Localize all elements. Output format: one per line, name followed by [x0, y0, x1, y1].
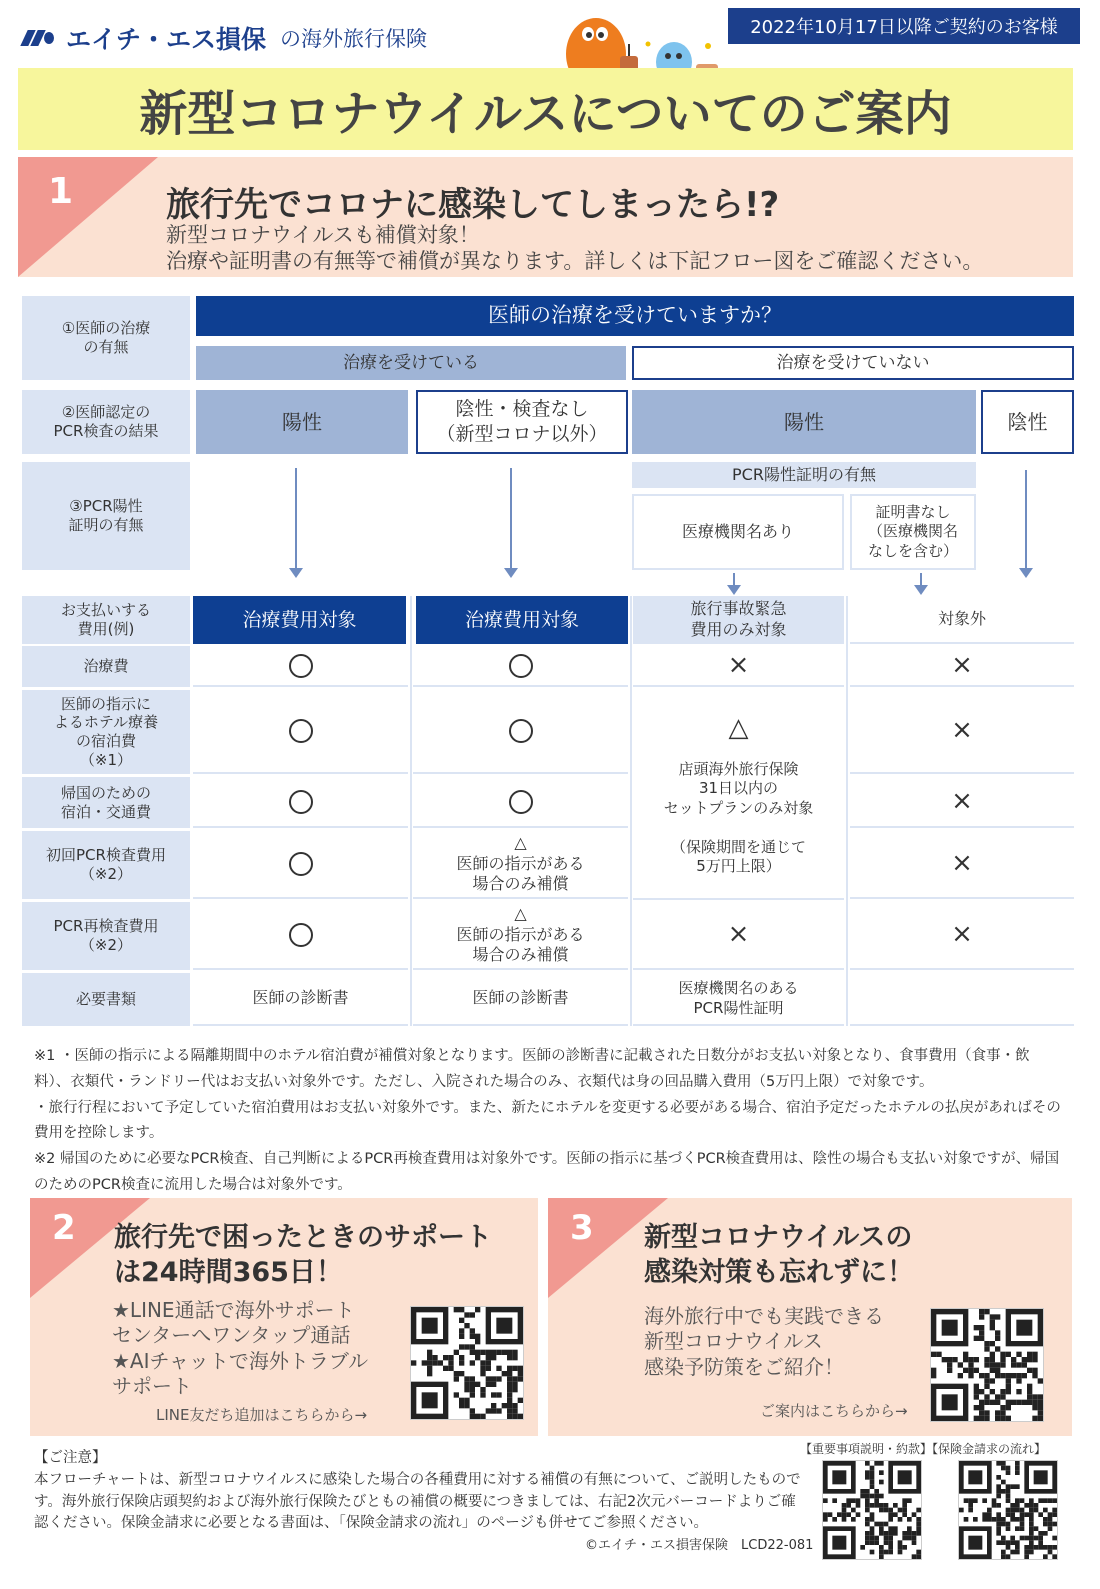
- table-cell: [193, 690, 408, 774]
- table-merged-cell: [633, 690, 844, 900]
- footnotes: [34, 1044, 1064, 1199]
- circle-mark-icon: [289, 790, 313, 814]
- qr-labels: 【重要事項説明・約款】【保険金請求の流れ】: [800, 1442, 1047, 1456]
- row-label-pcr-result: ②医師認定の PCR検査の結果: [22, 390, 190, 454]
- down-arrow-icon: [1025, 470, 1027, 568]
- section-2-heading: 旅行先で困ったときのサポート は24時間365日！: [114, 1222, 492, 1289]
- page-title: 新型コロナウイルスについてのご案内: [18, 68, 1073, 150]
- section-1-heading: 旅行先でコロナに感染してしまったら!?: [166, 185, 780, 225]
- circle-mark-icon: [289, 654, 313, 678]
- flow-negative-untreated: 陰性: [981, 390, 1074, 454]
- table-cell: ×: [633, 902, 844, 970]
- table-col-header: 旅行事故緊急 費用のみ対象: [633, 596, 844, 644]
- prevention-guide-link[interactable]: ご案内はこちらから→: [760, 1402, 908, 1420]
- caution-text: 本フローチャートは、新型コロナウイルスに感染した場合の各種費用に対する補償の有無について、ご説明したものです。海外旅行保険店頭契約および海外旅行保険たびともの補償の概要につきましては、右記2次元バーコードよりご確認ください。保険金請求に必要となる書面は、「保険金請求の流れ」のページも併せてご参照ください。: [34, 1471, 801, 1532]
- line-qr-code[interactable]: [410, 1306, 524, 1420]
- footnote: ・旅行行程において予定していた宿泊費用はお支払い対象外です。また、新たにホテルを変更する必要がある場合、宿泊予定だったホテルの払戻があればその費用を控除します。: [34, 1099, 1061, 1142]
- terms-qr-code[interactable]: [822, 1460, 922, 1560]
- flow-treated: 治療を受けている: [196, 346, 626, 380]
- brand-name: エイチ・エス損保: [66, 25, 267, 54]
- section-1-line-2: 治療や証明書の有無等で補償が異なります。詳しくは下記フロー図をご確認ください。: [166, 249, 984, 273]
- table-cell: [193, 831, 408, 899]
- circle-mark-icon: [289, 923, 313, 947]
- down-arrow-icon: [733, 573, 735, 585]
- circle-mark-icon: [289, 852, 313, 876]
- caution-notice: [34, 1448, 804, 1535]
- table-cell: [413, 646, 628, 687]
- section-3-heading: 新型コロナウイルスの 感染対策も忘れずに！: [644, 1222, 914, 1289]
- table-col-header: 治療費用対象: [416, 596, 628, 644]
- flow-pcr-proof: PCR陽性証明の有無: [632, 462, 976, 488]
- flow-no-certificate: 証明書なし （医療機関名 なしを含む）: [850, 494, 976, 570]
- row-label-treatment: ①医師の治療 の有無: [22, 296, 190, 380]
- table-row-label: 医師の指示に よるホテル療養 の宿泊費 （※1）: [22, 690, 190, 774]
- table-cell: ×: [850, 902, 1074, 970]
- table-cell: △ 医師の指示がある 場合のみ補償: [413, 902, 628, 970]
- triangle-mark: △: [728, 713, 749, 743]
- table-cell: [850, 973, 1074, 1026]
- caution-title: 【ご注意】: [34, 1450, 107, 1466]
- row-label-pcr-proof: ③PCR陽性 証明の有無: [22, 462, 190, 570]
- line-friend-link[interactable]: LINE友だち追加はこちらから→: [156, 1406, 368, 1424]
- flow-negative-treated: 陰性・検査なし （新型コロナ以外）: [416, 390, 628, 454]
- table-col-header: 対象外: [850, 596, 1074, 644]
- table-cell: [193, 777, 408, 828]
- section-2-body: ★LINE通話で海外サポート センターへワンタップ通話 ★AIチャットで海外トラブル サポート: [112, 1298, 369, 1399]
- circle-mark-icon: [509, 719, 533, 743]
- table-col-header: 治療費用対象: [193, 596, 406, 644]
- section-1-line-1: 新型コロナウイルスも補償対象！: [166, 223, 480, 247]
- table-cell: ×: [633, 646, 844, 687]
- flow-positive-treated: 陽性: [196, 390, 408, 454]
- merged-note: 店頭海外旅行保険 31日以内の セットプランのみ対象 （保険期間を通じて 5万円上限）: [663, 759, 814, 876]
- table-header-label: お支払いする 費用(例): [22, 596, 190, 644]
- circle-mark-icon: [289, 719, 313, 743]
- flow-with-facility: 医療機関名あり: [632, 494, 844, 570]
- contract-date-badge: 2022年10月17日以降ご契約のお客様: [728, 8, 1080, 44]
- section-2-support: [30, 1198, 538, 1436]
- table-cell: [413, 690, 628, 774]
- section-number: 2: [52, 1208, 76, 1248]
- claim-flow-qr-code[interactable]: [958, 1460, 1058, 1560]
- section-corner-triangle: [18, 157, 158, 277]
- table-divider: [630, 596, 632, 1026]
- table-row-label: PCR再検査費用 （※2）: [22, 902, 190, 970]
- table-cell: 医師の診断書: [193, 973, 408, 1026]
- table-cell: [193, 902, 408, 970]
- section-1-banner: [18, 157, 1073, 277]
- circle-mark-icon: [509, 654, 533, 678]
- table-cell: ×: [850, 690, 1074, 774]
- table-row-label: 必要書類: [22, 973, 190, 1026]
- table-cell: 医師の診断書: [413, 973, 628, 1026]
- copyright: ©エイチ・エス損害保険 LCD22-081: [585, 1538, 814, 1553]
- brand-logo: [22, 20, 452, 56]
- table-cell: ×: [850, 831, 1074, 899]
- table-cell: 医療機関名のある PCR陽性証明: [633, 973, 844, 1026]
- table-divider: [410, 596, 412, 1026]
- logo-mark-icon: [22, 28, 58, 48]
- table-cell: [193, 646, 408, 687]
- section-3-prevention: [548, 1198, 1072, 1436]
- brand-subtitle: の海外旅行保険: [280, 27, 428, 51]
- table-row-label: 治療費: [22, 646, 190, 687]
- section-number: 1: [48, 171, 74, 212]
- down-arrow-icon: [920, 573, 922, 585]
- table-row-label: 初回PCR検査費用 （※2）: [22, 831, 190, 899]
- down-arrow-icon: [295, 468, 297, 568]
- flow-not-treated: 治療を受けていない: [632, 346, 1074, 380]
- flow-positive-untreated: 陽性: [632, 390, 976, 454]
- table-cell: [413, 777, 628, 828]
- flow-question: 医師の治療を受けていますか？: [196, 296, 1074, 336]
- table-cell: ×: [850, 777, 1074, 828]
- section-3-body: 海外旅行中でも実践できる 新型コロナウイルス 感染予防策をご紹介！: [644, 1304, 884, 1379]
- table-cell: ×: [850, 646, 1074, 687]
- footnote: ※1 ・医師の指示による隔離期間中のホテル宿泊費が補償対象となります。医師の診断書に記載された日数分がお支払い対象となり、食事費用（食事・飲料）、衣類代・ランドリー代はお支払い対象外です。ただし、入院された場合のみ、衣類代は身の回品購入費用（5万円上限）で対象です。: [34, 1048, 1030, 1090]
- table-divider: [846, 596, 848, 1026]
- table-cell: △ 医師の指示がある 場合のみ補償: [413, 831, 628, 899]
- section-number: 3: [570, 1208, 594, 1248]
- table-row-label: 帰国のための 宿泊・交通費: [22, 777, 190, 828]
- prevention-qr-code[interactable]: [930, 1308, 1044, 1422]
- down-arrow-icon: [510, 468, 512, 568]
- footnote: ※2 帰国のために必要なPCR検査、自己判断によるPCR再検査費用は対象外です。医師の指示に基づくPCR検査費用は、陰性の場合も支払い対象ですが、帰国のためのPCR検査に流用した場合は対象外です。: [34, 1151, 1060, 1193]
- circle-mark-icon: [509, 790, 533, 814]
